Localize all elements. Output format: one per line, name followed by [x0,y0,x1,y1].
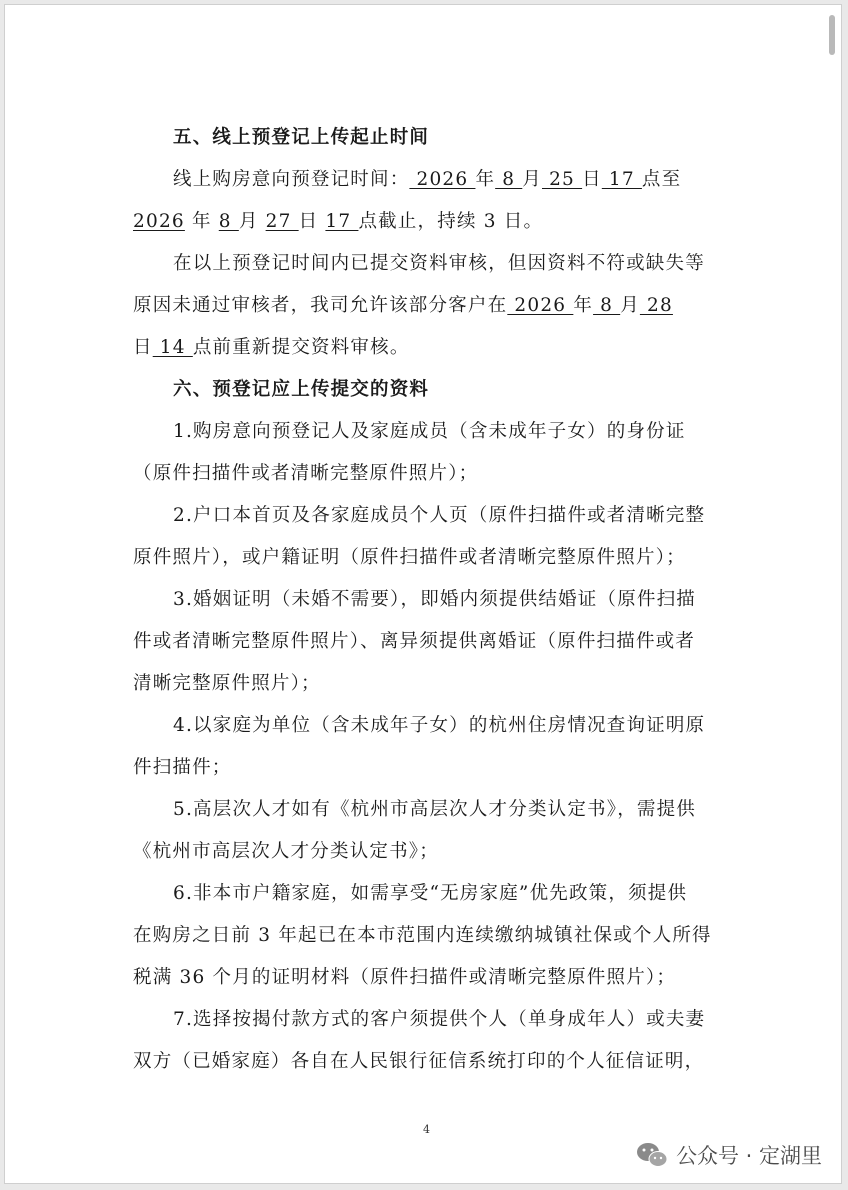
list-item-line: 税满 36 个月的证明材料（原件扫描件或清晰完整原件照片）； [133,967,677,988]
scrollbar[interactable] [829,15,835,55]
list-item-line: 双方（已婚家庭）各自在人民银行征信系统打印的个人征信证明， [133,1051,705,1072]
wechat-icon [636,1141,668,1169]
list-item-line: 7.选择按揭付款方式的客户须提供个人（单身成年人）或夫妻 [173,1009,706,1030]
day-blank: 27 [265,211,299,232]
list-item-line: 件扫描件； [133,757,232,778]
list-item-line: 清晰完整原件照片）； [133,673,321,694]
document-body [133,117,713,1083]
document-page [4,4,842,1184]
hour-blank: 14 [152,337,193,358]
list-item-line: 《杭州市高层次人才分类认定书》； [133,841,439,862]
section-5-heading: 五、线上预登记上传起止时间 [173,127,430,148]
hour-blank: 17 [601,169,642,190]
paragraph-line: 线上购房意向预登记时间： 2026 年 8 月 25 日 17 点至 [173,169,682,190]
paragraph-line: 日 14 点前重新提交资料审核。 [133,337,410,358]
list-item-line: 在购房之日前 3 年起已在本市范围内连续缴纳城镇社保或个人所得 [133,925,712,946]
month-blank: 8 [495,169,523,190]
watermark [636,1140,822,1170]
day-blank: 28 [639,295,673,316]
paragraph-line: 在以上预登记时间内已提交资料审核，但因资料不符或缺失等 [173,253,705,274]
year-blank: 2026 [133,211,185,232]
watermark-text: 公众号 · 定湖里 [675,1144,822,1168]
list-item-line: 1.购房意向预登记人及家庭成员（含未成年子女）的身份证 [173,421,686,442]
hour-blank: 17 [325,211,359,232]
section-6-heading: 六、预登记应上传提交的资料 [173,379,430,400]
day-blank: 25 [542,169,583,190]
list-item-line: 件或者清晰完整原件照片）、离异须提供离婚证（原件扫描件或者 [133,631,696,652]
list-item-line: 3.婚姻证明（未婚不需要），即婚内须提供结婚证（原件扫描 [173,589,697,610]
year-blank: 2026 [507,295,574,316]
year-blank: 2026 [409,169,476,190]
list-item-line: 6.非本市户籍家庭，如需享受“无房家庭”优先政策，须提供 [173,883,688,904]
page-number: 4 [423,1123,430,1136]
list-item-line: 5.高层次人才如有《杭州市高层次人才分类认定书》，需提供 [173,799,697,820]
list-item-line: 原件照片），或户籍证明（原件扫描件或者清晰完整原件照片）； [133,547,686,568]
month-blank: 8 [593,295,621,316]
list-item-line: （原件扫描件或者清晰完整原件照片）； [133,463,479,484]
paragraph-line: 原因未通过审核者，我司允许该部分客户在 2026 年 8 月 28 [133,295,673,316]
month-blank: 8 [218,211,239,232]
list-item-line: 2.户口本首页及各家庭成员个人页（原件扫描件或者清晰完整 [173,505,706,526]
list-item-line: 4.以家庭为单位（含未成年子女）的杭州住房情况查询证明原 [173,715,706,736]
paragraph-line: 2026 年 8 月 27 日 17 点截止，持续 3 日。 [133,211,544,232]
